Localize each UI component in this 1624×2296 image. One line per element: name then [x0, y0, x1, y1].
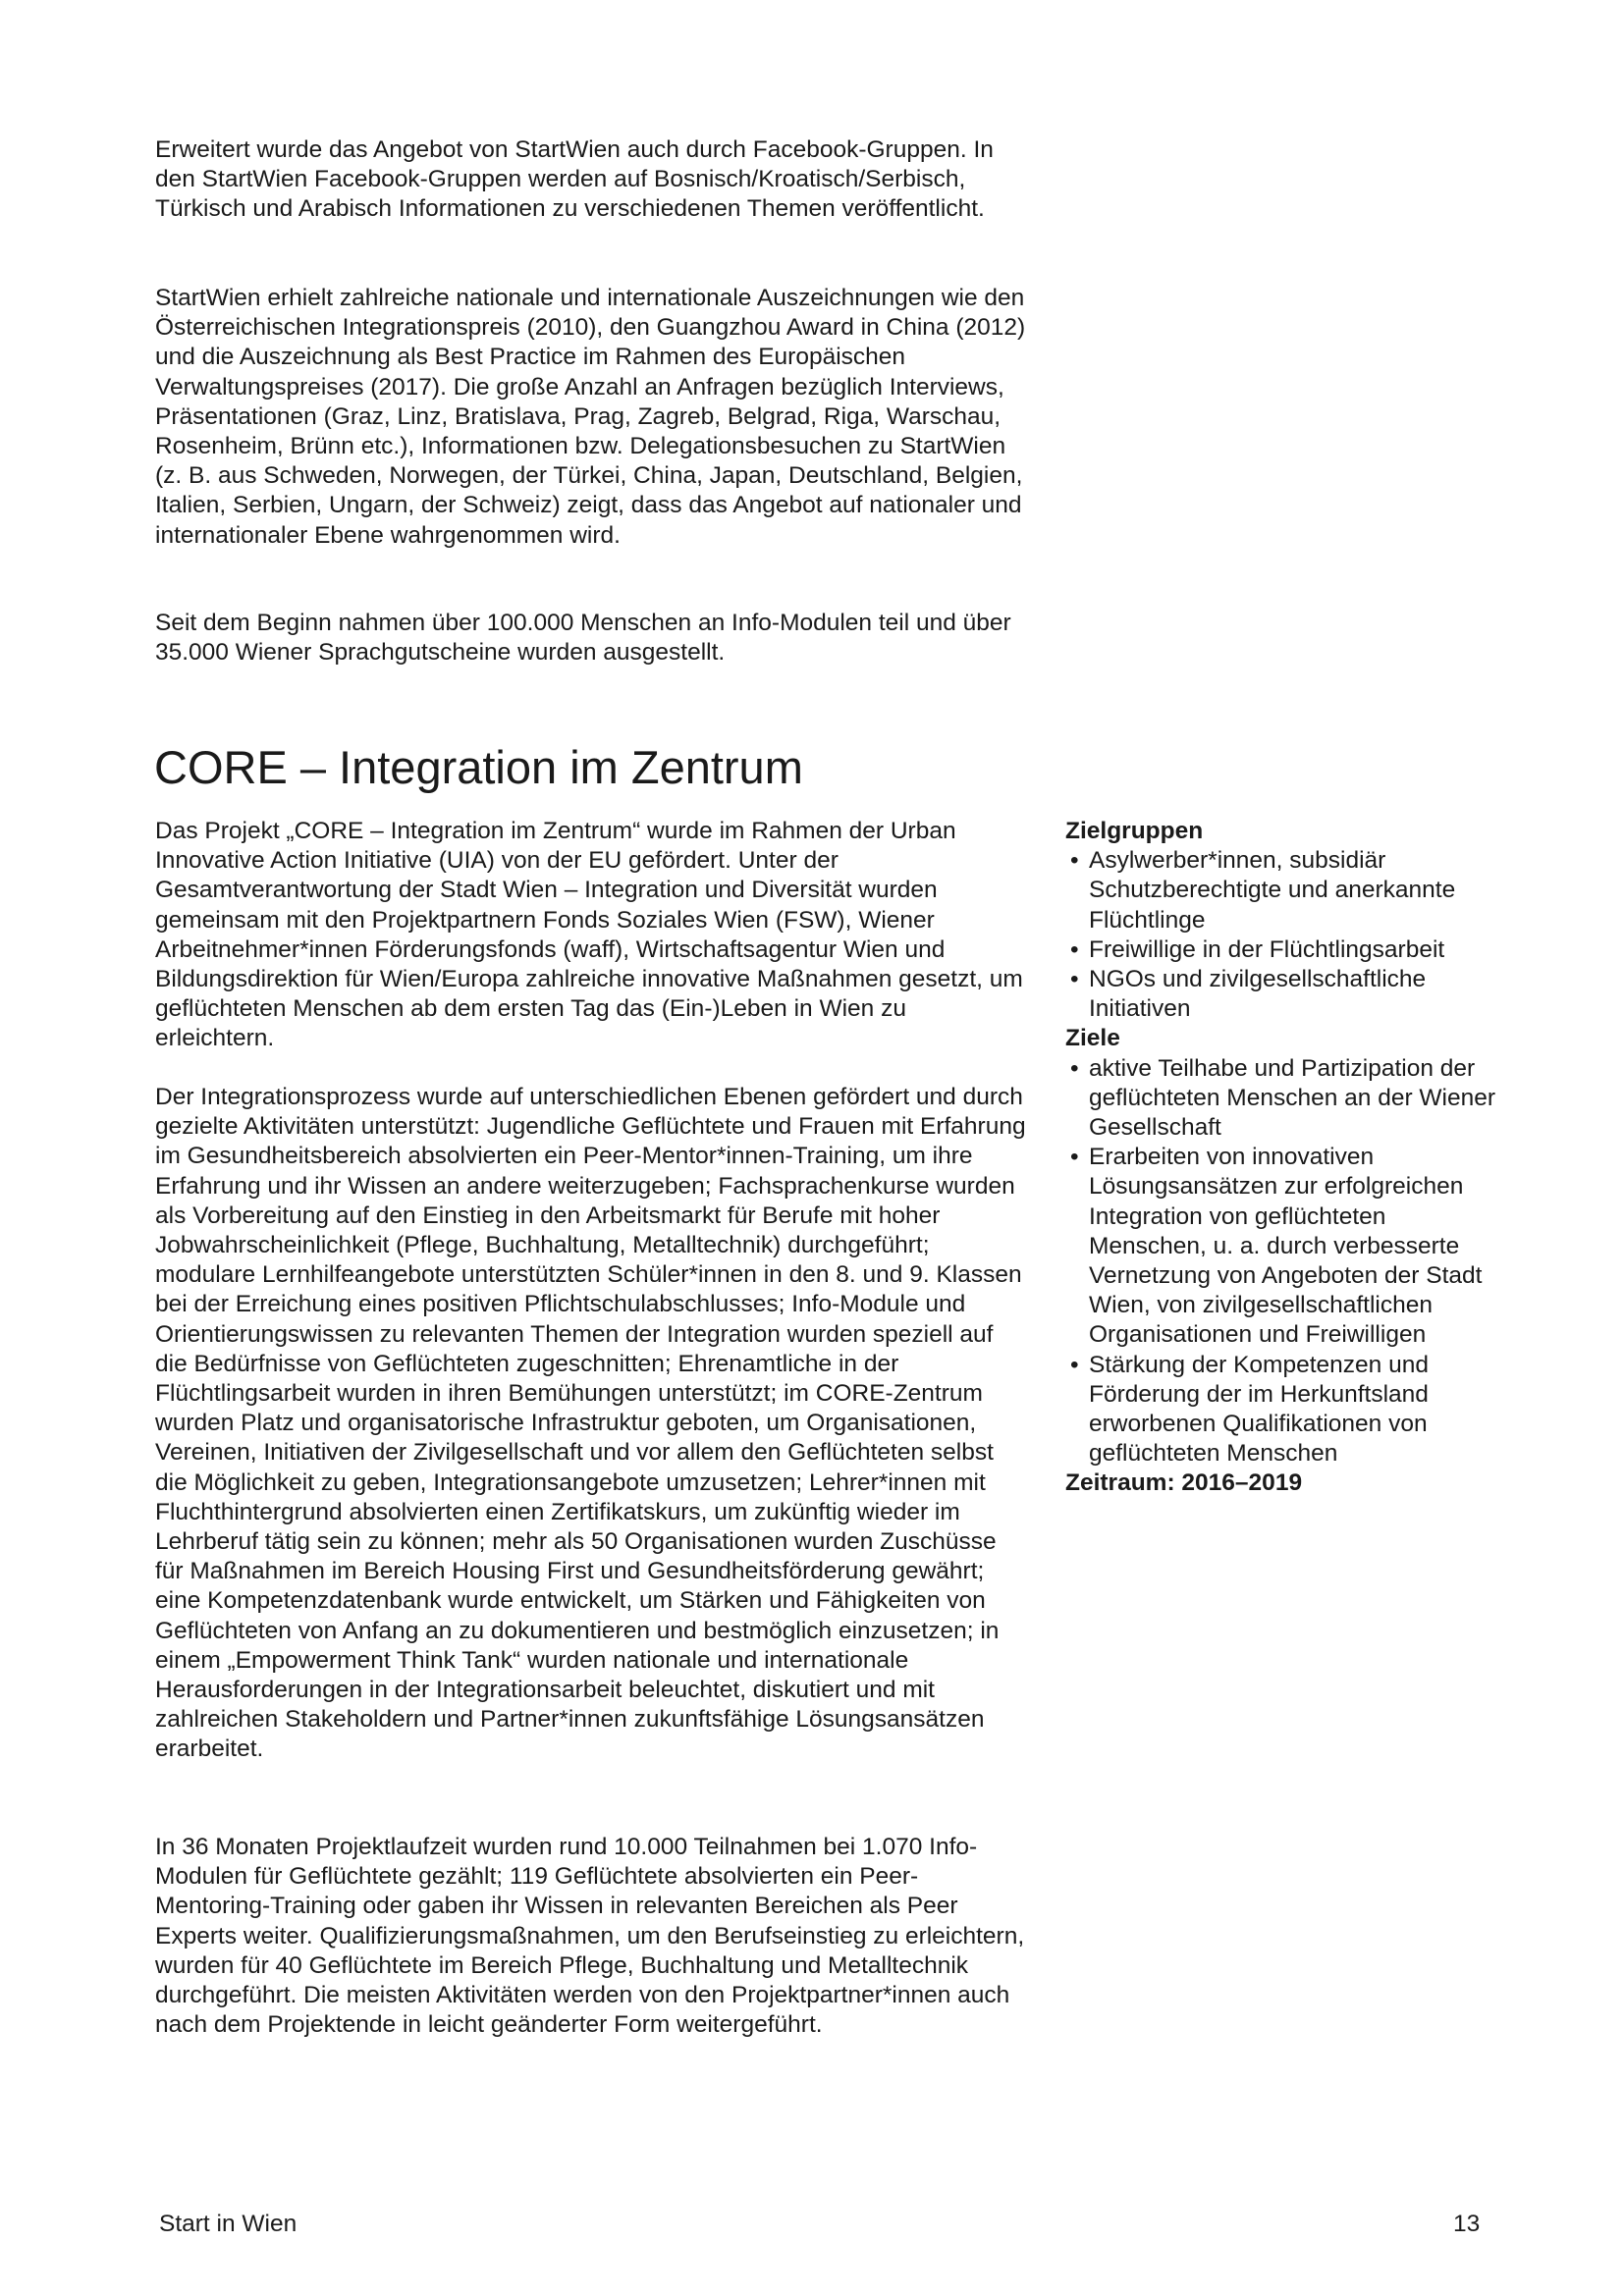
ziele-title: Ziele — [1065, 1025, 1120, 1052]
paragraph-participants: Seit dem Beginn nahmen über 100.000 Menschen an Info-Modulen teil und über 35.000 Wiener Sprachgutscheine wurden ausgestellt. — [155, 610, 1011, 667]
page-number: 13 — [1453, 2211, 1481, 2237]
footer-title: Start in Wien — [159, 2211, 298, 2237]
zeitraum-label: Zeitraum: 2016–2019 — [1065, 1469, 1303, 1497]
paragraph-awards: StartWien erhielt zahlreiche nationale und internationale Auszeichnungen wie den Österreichischen Integrationspreis (2010), den Guangzhou Award in China (2012) und die Auszeichnung als Best Practice im Rahmen des Europäischen Verwaltungspreises (2017). Die große Anzahl an Anfragen bezüglich Interviews, Präsentationen (Graz, Linz, Bratislava, Prag, Zagreb, Belgrad, Riga, Warschau, Rosenheim, Brünn etc.), Informationen bzw. Delegationsbesuchen zu StartWien (z. B. aus Schweden, Norwegen, der Türkei, China, Japan, Deutschland, Belgien, Italien, Serbien, Ungarn, der Schweiz) zeigt, dass das Angebot auf nationaler und internationaler Ebene wahrgenommen wird. — [155, 285, 1026, 549]
bullet-icon: • — [1070, 1054, 1079, 1082]
bullet-icon: • — [1070, 935, 1079, 963]
section-heading: CORE – Integration im Zentrum — [154, 741, 803, 793]
ziele-list — [1065, 1054, 1497, 1469]
paragraph-core-intro: Das Projekt „CORE – Integration im Zentrum“ wurde im Rahmen der Urban Innovative Action Initiative (UIA) von der EU gefördert. Unter der Gesamtverantwortung der Stadt Wien – Integration und Diversität wurden gemeinsam mit den Projektpartnern Fonds Soziales Wien (FSW), Wiener Arbeitnehmer*innen Förderungsfonds (waff), Wirtschaftsagentur Wien und Bildungsdirektion für Wien/Europa zahlreiche innovative Maßnahmen gesetzt, um geflüchteten Menschen ab dem ersten Tag das (Ein-)Leben in Wien zu erleichtern. — [155, 818, 1023, 1052]
bullet-icon: • — [1070, 847, 1079, 875]
paragraph-core-results: In 36 Monaten Projektlaufzeit wurden rund 10.000 Teilnahmen bei 1.070 Info-Modulen für Geflüchtete gezählt; 119 Geflüchtete absolvierten ein Peer-Mentoring-Training oder gaben ihr Wissen in relevanten Bereichen als Peer Experts weiter. Qualifizierungsmaßnahmen, um den Berufseinstieg zu erleichtern, wurden für 40 Geflüchtete im Bereich Pflege, Buchhaltung und Metalltechnik durchgeführt. Die meisten Aktivitäten werden von den Projektpartner*innen auch nach dem Projektende in leicht geänderter Form weitergeführt. — [155, 1834, 1025, 2039]
list-item-text: aktive Teilhabe und Partizipation der geflüchteten Menschen an der Wiener Gesellschaft — [1089, 1054, 1496, 1142]
info-sidebar — [1065, 817, 1497, 1499]
list-item — [1065, 935, 1497, 965]
bullet-icon: • — [1070, 1351, 1079, 1378]
list-item — [1065, 1143, 1497, 1350]
bullet-icon: • — [1070, 966, 1079, 993]
list-item-text: Stärkung der Kompetenzen und Förderung der im Herkunftsland erworbenen Qualifikationen von geflüchteten Menschen — [1089, 1351, 1429, 1468]
zielgruppen-list — [1065, 846, 1497, 1024]
list-item — [1065, 846, 1497, 935]
bullet-icon: • — [1070, 1144, 1079, 1171]
paragraph-core-process: Der Integrationsprozess wurde auf unterschiedlichen Ebenen gefördert und durch gezielte Aktivitäten unterstützt: Jugendliche Geflüchtete und Frauen mit Erfahrung im Gesundheitsbereich absolvierten ein Peer-Mentor*innen-Training, um ihre Erfahrung und ihr Wissen an andere weiterzugeben; Fachsprachenkurse wurden als Vorbereitung auf den Einstieg in den Arbeitsmarkt für Berufe mit hoher Jobwahrscheinlichkeit (Pflege, Buchhaltung, Metalltechnik) durchgeführt; modulare Lernhilfeangebote unterstützten Schüler*innen in den 8. und 9. Klassen bei der Erreichung eines positiven Pflichtschulabschlusses; Info-Module und Orientierungswissen zu relevanten Themen der Integration wurden speziell auf die Bedürfnisse von Geflüchteten zugeschnitten; Ehrenamtliche in der Flüchtlingsarbeit wurden in ihren Bemühungen unterstützt; im CORE-Zentrum wurden Platz und organisatorische Infrastruktur geboten, um Organisationen, Vereinen, Initiativen der Zivilgesellschaft und vor allem den Geflüchteten selbst die Möglichkeit zu geben, Integrationsangebote umzusetzen; Lehrer*innen mit Fluchthintergrund absolvierten einen Zertifikatskurs, um zukünftig wieder im Lehrberuf tätig sein zu können; mehr als 50 Organisationen wurden Zuschüsse für Maßnahmen im Bereich Housing First und Gesundheitsförderung gewährt; eine Kompetenzdatenbank wurde entwickelt, um Stärken und Fähigkeiten von Geflüchteten von Anfang an zu dokumentieren und bestmöglich einzusetzen; in einem „Empowerment Think Tank“ wurden nationale und internationale Herausforderungen in der Integrationsarbeit beleuchtet, diskutiert und mit zahlreichen Stakeholdern und Partner*innen zukunftsfähige Lösungsansätzen erarbeitet. — [155, 1084, 1026, 1763]
list-item-text: Freiwillige in der Flüchtlingsarbeit — [1089, 935, 1445, 963]
list-item-text: Asylwerber*innen, subsidiär Schutzberechtigte und anerkannte Flüchtlinge — [1089, 847, 1456, 934]
list-item-text: Erarbeiten von innovativen Lösungsansätzen zur erfolgreichen Integration von geflüchteten Menschen, u. a. durch verbesserte Vernetzung von Angeboten der Stadt Wien, von zivilgesellschaftlichen Organisationen und Freiwilligen — [1089, 1144, 1483, 1349]
list-item — [1065, 1351, 1497, 1469]
list-item-text: NGOs und zivilgesellschaftliche Initiativen — [1089, 966, 1427, 1023]
list-item — [1065, 965, 1497, 1024]
list-item — [1065, 1054, 1497, 1144]
paragraph-facebook-groups: Erweitert wurde das Angebot von StartWien auch durch Facebook-Gruppen. In den StartWien Facebook-Gruppen werden auf Bosnisch/Kroatisch/Serbisch, Türkisch und Arabisch Informationen zu verschiedenen Themen veröffentlicht. — [155, 136, 994, 223]
zielgruppen-title: Zielgruppen — [1065, 818, 1204, 844]
